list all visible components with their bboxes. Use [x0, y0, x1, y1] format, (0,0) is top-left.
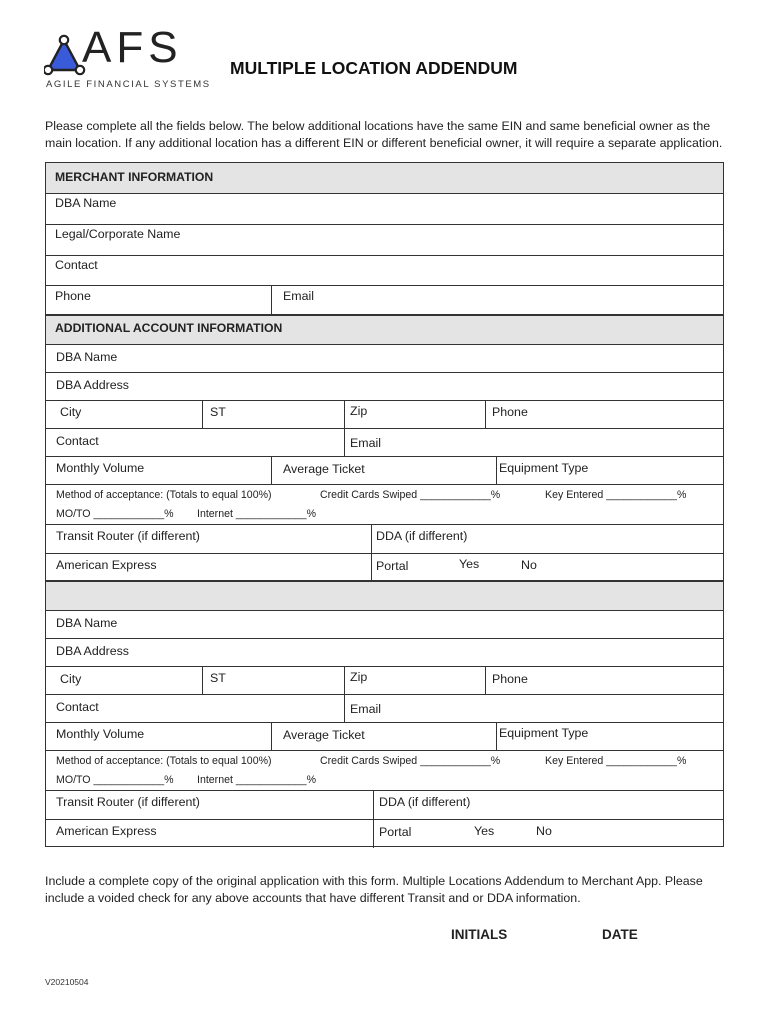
- method-label: Method of acceptance: (Totals to equal 100%): [56, 755, 272, 767]
- divider: [344, 429, 345, 456]
- internet-field[interactable]: Internet ____________%: [197, 774, 316, 786]
- portal-yes-option[interactable]: Yes: [474, 824, 495, 838]
- divider: [496, 457, 497, 484]
- phone-label: Phone: [492, 405, 528, 419]
- dda-label: DDA (if different): [379, 795, 471, 809]
- monthly-volume-label: Monthly Volume: [56, 461, 145, 475]
- contact-label: Contact: [55, 258, 98, 272]
- divider: [371, 554, 372, 582]
- average-ticket-label: Average Ticket: [283, 462, 365, 476]
- monthly-volume-label: Monthly Volume: [56, 727, 145, 741]
- amex-row: [46, 553, 723, 582]
- dba-name-label: DBA Name: [55, 196, 117, 210]
- divider: [371, 525, 372, 553]
- key-entered-field[interactable]: Key Entered ____________%: [545, 489, 687, 501]
- phone-label: Phone: [492, 672, 528, 686]
- method-label: Method of acceptance: (Totals to equal 100%): [56, 489, 272, 501]
- phone-label: Phone: [55, 289, 91, 303]
- additional-header: ADDITIONAL ACCOUNT INFORMATION: [55, 321, 283, 335]
- portal-label: Portal: [379, 825, 412, 839]
- merchant-information-section: [45, 162, 724, 315]
- average-ticket-label: Average Ticket: [283, 728, 365, 742]
- divider: [485, 401, 486, 428]
- divider: [202, 401, 203, 428]
- transit-row: [46, 790, 723, 819]
- contact-label: Contact: [56, 434, 99, 448]
- amex-label: American Express: [56, 824, 157, 838]
- dba-name-label: DBA Name: [56, 350, 118, 364]
- divider: [202, 667, 203, 694]
- merchant-header: MERCHANT INFORMATION: [55, 170, 214, 184]
- email-label: Email: [350, 702, 381, 716]
- divider: [344, 667, 345, 694]
- transit-label: Transit Router (if different): [56, 529, 200, 543]
- location-2-header-row: [46, 582, 723, 610]
- logo-subtitle: AGILE FINANCIAL SYSTEMS: [46, 79, 211, 90]
- version-label: V20210504: [45, 977, 89, 987]
- dba-name-field[interactable]: [46, 193, 723, 224]
- portal-no-option[interactable]: No: [521, 558, 537, 572]
- dba-name-field[interactable]: [46, 344, 723, 372]
- equipment-type-label: Equipment Type: [499, 461, 589, 475]
- method-of-acceptance-row: [46, 750, 723, 790]
- transit-label: Transit Router (if different): [56, 795, 200, 809]
- merchant-header-row: [46, 163, 723, 193]
- additional-account-section: [45, 315, 724, 581]
- city-row: [46, 666, 723, 694]
- amex-row: [46, 819, 723, 848]
- moto-field[interactable]: MO/TO ____________%: [56, 774, 174, 786]
- key-entered-field[interactable]: Key Entered ____________%: [545, 755, 687, 767]
- date-label: DATE: [602, 927, 638, 942]
- zip-label: Zip: [350, 670, 368, 684]
- contact-email-row: [46, 428, 723, 456]
- divider: [344, 695, 345, 722]
- dda-label: DDA (if different): [376, 529, 468, 543]
- page-title: MULTIPLE LOCATION ADDENDUM: [230, 58, 518, 78]
- dba-address-label: DBA Address: [56, 644, 130, 658]
- st-label: ST: [210, 405, 226, 419]
- moto-field[interactable]: MO/TO ____________%: [56, 508, 174, 520]
- transit-row: [46, 524, 723, 553]
- dba-name-field[interactable]: [46, 610, 723, 638]
- initials-label: INITIALS: [451, 927, 508, 942]
- equipment-type-label: Equipment Type: [499, 726, 589, 740]
- footer-instructions: Include a complete copy of the original application with this form. Multiple Locations Addendum to Merchant App. Please include a voided check for any above accounts that have different Transit and or DDA information.: [45, 874, 703, 905]
- city-row: [46, 400, 723, 428]
- dba-address-field[interactable]: [46, 372, 723, 400]
- credit-swiped-field[interactable]: Credit Cards Swiped ____________%: [320, 489, 501, 501]
- contact-field[interactable]: [46, 255, 723, 285]
- dba-name-label: DBA Name: [56, 616, 118, 630]
- portal-label: Portal: [376, 559, 409, 573]
- legal-name-label: Legal/Corporate Name: [55, 227, 181, 241]
- additional-header-row: [46, 316, 723, 344]
- contact-label: Contact: [56, 700, 99, 714]
- amex-label: American Express: [56, 558, 157, 572]
- contact-email-row: [46, 694, 723, 722]
- email-label: Email: [350, 436, 381, 450]
- divider: [344, 401, 345, 428]
- divider: [373, 791, 374, 819]
- credit-swiped-field[interactable]: Credit Cards Swiped ____________%: [320, 755, 501, 767]
- phone-email-row: [46, 285, 723, 316]
- city-label: City: [60, 672, 82, 686]
- divider: [373, 820, 374, 848]
- internet-field[interactable]: Internet ____________%: [197, 508, 316, 520]
- st-label: ST: [210, 671, 226, 685]
- divider: [271, 457, 272, 484]
- dba-address-field[interactable]: [46, 638, 723, 666]
- divider: [496, 723, 497, 750]
- email-label: Email: [283, 289, 314, 303]
- city-label: City: [60, 405, 82, 419]
- additional-location-2-section: [45, 581, 724, 847]
- dba-address-label: DBA Address: [56, 378, 130, 392]
- legal-name-field[interactable]: [46, 224, 723, 255]
- volume-row: [46, 456, 723, 484]
- divider: [485, 667, 486, 694]
- logo-wordmark: AFS: [82, 23, 183, 72]
- volume-row: [46, 722, 723, 750]
- portal-yes-option[interactable]: Yes: [459, 557, 480, 571]
- divider: [271, 286, 272, 316]
- intro-text: Please complete all the fields below. The below additional locations have the same EIN and same beneficial owner as the main location. If any additional location has a different EIN or different beneficial owner, it will require a separate application.: [45, 119, 723, 150]
- zip-label: Zip: [350, 404, 368, 418]
- method-of-acceptance-row: [46, 484, 723, 524]
- divider: [271, 723, 272, 750]
- portal-no-option[interactable]: No: [536, 824, 552, 838]
